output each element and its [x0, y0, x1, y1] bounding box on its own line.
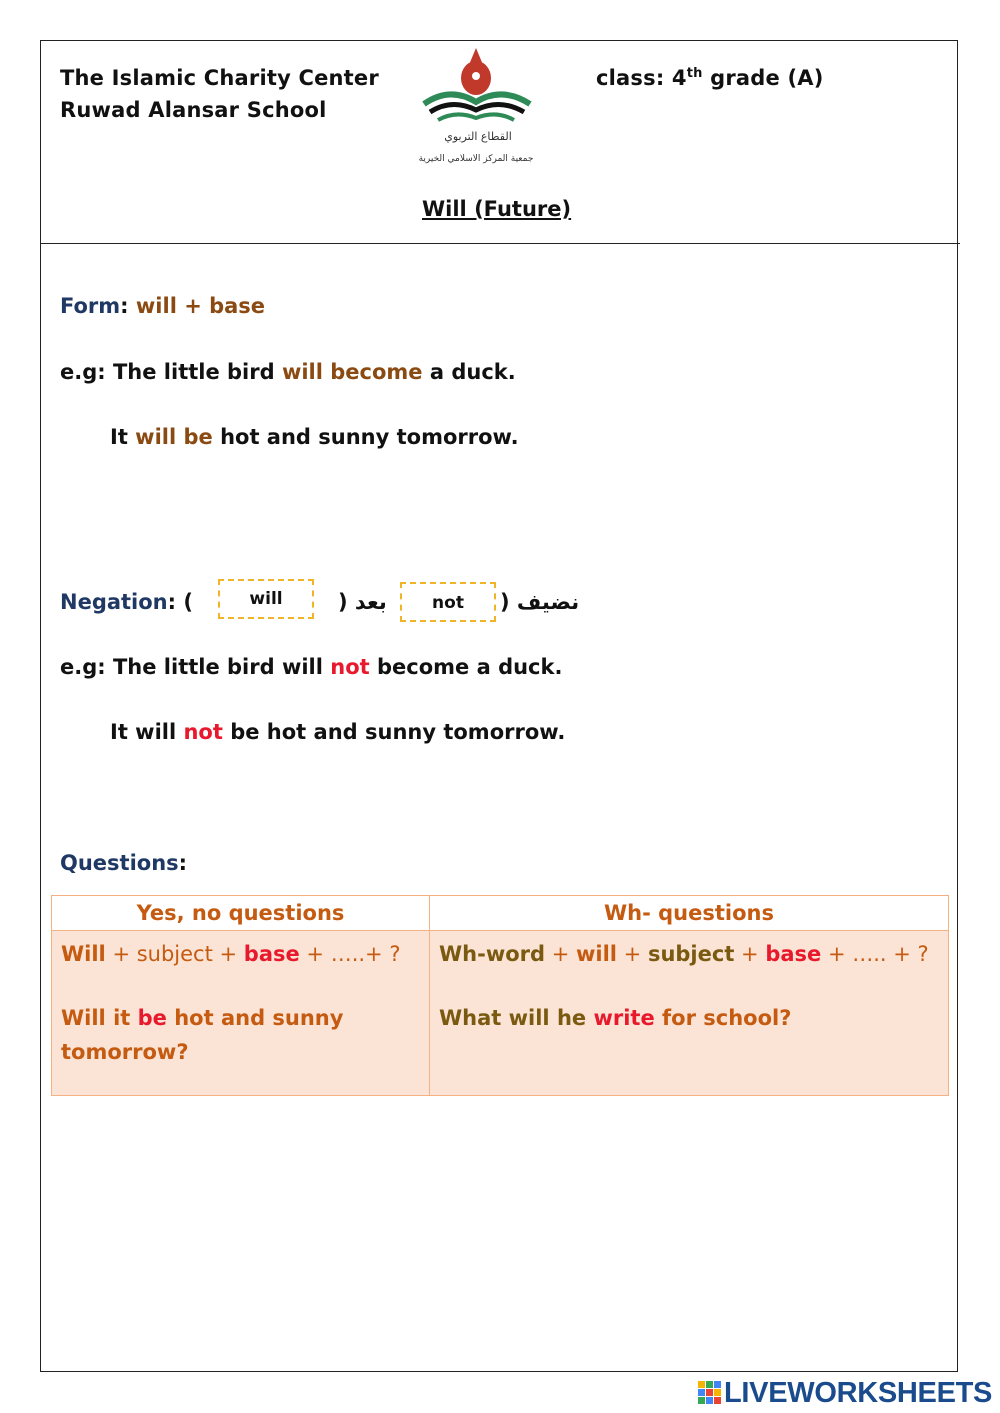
negation-example-2: It will not be hot and sunny tomorrow. — [110, 720, 566, 744]
example-1: e.g: The little bird will become a duck. — [60, 360, 516, 384]
worksheet-frame — [40, 40, 958, 1372]
org-name: The Islamic Charity Center — [60, 66, 379, 90]
wh-example: What will he write for school? — [439, 1006, 792, 1030]
col-wh-header: Wh- questions — [430, 896, 949, 931]
negation-label: Negation: ( — [60, 590, 193, 614]
school-logo — [418, 46, 540, 168]
table-row — [52, 931, 949, 1096]
school-name: Ruwad Alansar School — [60, 98, 327, 122]
logo-text-2: جمعية المركز الاسلامي الخيرية — [418, 154, 534, 164]
negation-answer-not[interactable]: not — [400, 582, 496, 622]
header-divider — [40, 243, 960, 244]
negation-end-word: ) نضيف — [500, 590, 580, 614]
yes-no-example-line2: tomorrow? — [61, 1040, 189, 1064]
questions-table — [51, 895, 949, 1096]
liveworksheets-grid-icon — [698, 1381, 722, 1405]
class-label: class: 4th grade (A) — [596, 66, 824, 90]
col-yes-no-header: Yes, no questions — [52, 896, 430, 931]
yes-no-cell — [52, 931, 430, 1096]
questions-label: Questions: — [60, 851, 188, 875]
yes-no-example: Will it be hot and sunny — [61, 1006, 344, 1030]
negation-answer-will[interactable]: will — [218, 579, 314, 619]
liveworksheets-text: LIVEWORKSHEETS — [724, 1377, 993, 1409]
table-header-row — [52, 896, 949, 931]
wh-cell — [430, 931, 949, 1096]
yes-no-formula: Will + subject + base + …..+ ? — [61, 942, 401, 966]
logo-emblem-icon — [418, 46, 540, 168]
page-title: Will (Future) — [422, 197, 572, 221]
wh-formula: Wh-word + will + subject + base + ….. + ? — [439, 942, 929, 966]
negation-example-1: e.g: The little bird will not become a duck. — [60, 655, 563, 679]
logo-text-1: القطاع التربوي — [444, 130, 512, 143]
form-line: Form: will + base — [60, 294, 266, 318]
example-2: It will be hot and sunny tomorrow. — [110, 425, 519, 449]
negation-after-word: ) بعد — [338, 590, 387, 614]
